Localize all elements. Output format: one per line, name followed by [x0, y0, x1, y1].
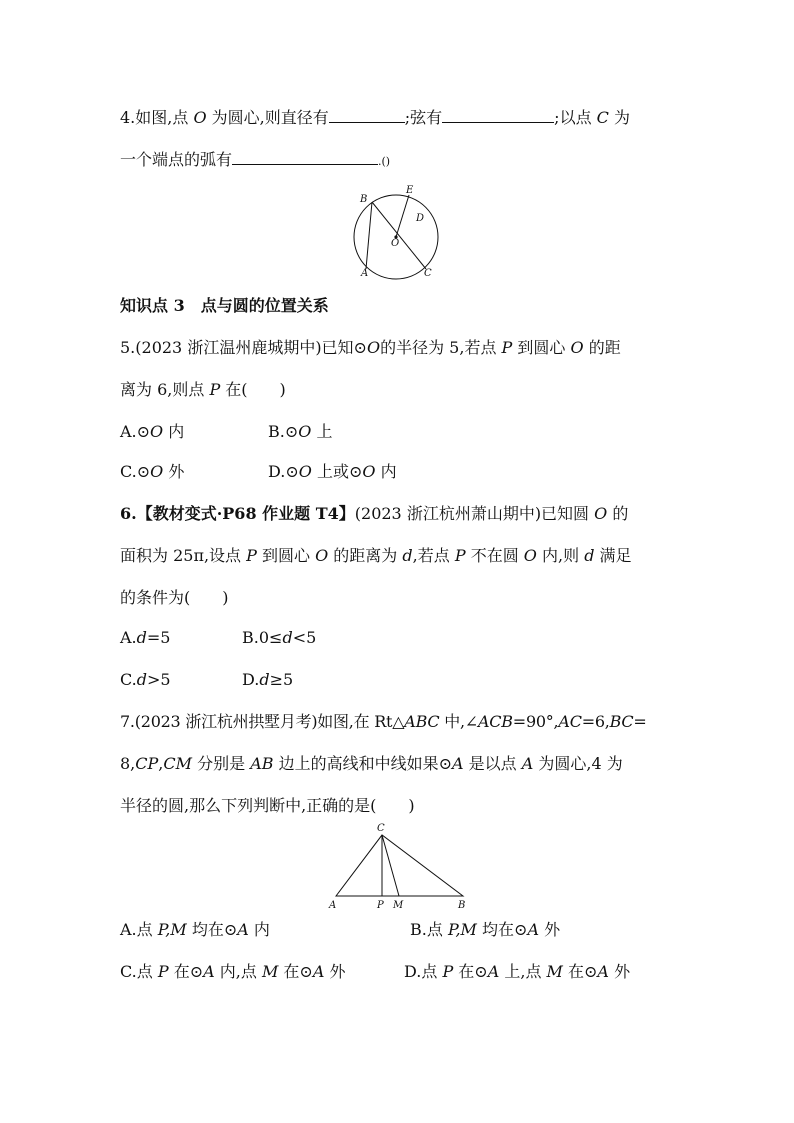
- text: 为: [608, 108, 630, 127]
- text: ;弦有: [404, 108, 443, 127]
- text: 5.(2023 浙江温州鹿城期中)已知⊙: [120, 338, 367, 357]
- var: O: [523, 546, 537, 565]
- text: 不在圆: [465, 546, 524, 565]
- section-title: 知识点 3 点与圆的位置关系: [120, 296, 329, 315]
- text: D.点: [404, 962, 443, 981]
- var: O: [315, 546, 329, 565]
- label-o: O: [391, 238, 400, 249]
- text: (2023 浙江杭州萧山期中)已知圆: [354, 504, 595, 523]
- var: O: [298, 422, 312, 441]
- text: 的距离为: [328, 546, 403, 565]
- var: A: [597, 962, 609, 981]
- var: d: [136, 628, 147, 647]
- text: 的: [607, 504, 629, 523]
- text: B.⊙: [268, 422, 299, 441]
- var: P: [501, 338, 513, 357]
- var: ACB: [477, 712, 513, 731]
- text: 是以点: [463, 754, 522, 773]
- text: 在⊙: [168, 962, 204, 981]
- text: 上: [311, 422, 333, 441]
- text: 内,则: [536, 546, 585, 565]
- text: 到圆心: [512, 338, 571, 357]
- var: d: [282, 628, 293, 647]
- var: O: [193, 108, 207, 127]
- label-a: A: [329, 900, 337, 911]
- text: 6.【教材变式·P68 作业题 T4】: [120, 504, 355, 523]
- q7-option-c[interactable]: [120, 962, 346, 982]
- text: 离为 6,则点: [120, 380, 210, 399]
- q6-line-3: 的条件为( ): [120, 588, 229, 607]
- label-c: C: [377, 823, 385, 834]
- q5-line-2: [120, 380, 286, 400]
- var: P: [246, 546, 257, 565]
- text: B.0≤: [242, 628, 283, 647]
- var: O: [570, 338, 584, 357]
- text: 一个端点的弧有: [120, 150, 233, 169]
- text: 为圆心,4 为: [533, 754, 623, 773]
- text: 外: [324, 962, 346, 981]
- text: D.: [242, 670, 260, 689]
- var: A: [452, 754, 464, 773]
- text: =5: [146, 628, 171, 647]
- var: A: [203, 962, 215, 981]
- text: 到圆心: [256, 546, 316, 565]
- text: ;以点: [554, 108, 597, 127]
- text: <5: [292, 628, 317, 647]
- label-m: M: [393, 900, 404, 911]
- var: O: [362, 462, 376, 481]
- q7-line-1: [120, 712, 647, 732]
- q6-option-c[interactable]: [120, 670, 171, 690]
- text: 均在⊙: [186, 920, 238, 939]
- text: 的半径为 5,若点: [380, 338, 502, 357]
- text: 在⊙: [453, 962, 488, 981]
- q5-option-c[interactable]: [120, 462, 184, 482]
- q5-line-1: [120, 338, 621, 358]
- q5-option-a[interactable]: [120, 422, 184, 442]
- answer-blank-diameter[interactable]: [329, 108, 405, 123]
- text: .(): [378, 155, 391, 168]
- text: 为圆心,则直径有: [206, 108, 329, 127]
- text: 外: [539, 920, 561, 939]
- var: CP: [135, 754, 159, 773]
- text: 内,点: [214, 962, 262, 981]
- var: O: [594, 504, 608, 523]
- label-a: A: [361, 268, 369, 279]
- text: 中,∠: [439, 712, 478, 731]
- text: 外: [608, 962, 631, 981]
- q7-line-3: 半径的圆,那么下列判断中,正确的是( ): [120, 796, 415, 815]
- q6-option-d[interactable]: [242, 670, 293, 690]
- text: 分别是: [192, 754, 251, 773]
- var: M: [261, 962, 279, 981]
- q6-option-b[interactable]: [242, 628, 316, 648]
- q6-line-2: [120, 546, 632, 566]
- text: 内: [248, 920, 270, 939]
- var: P: [442, 962, 454, 981]
- var: BC: [609, 712, 634, 731]
- triangle-figure: [322, 820, 482, 912]
- q4-line-2: [120, 150, 390, 172]
- var: P: [454, 546, 466, 565]
- text: 满足: [594, 546, 632, 565]
- text: 8,: [120, 754, 136, 773]
- var: A: [527, 920, 539, 939]
- var: P,M: [157, 920, 187, 939]
- var: O: [150, 462, 164, 481]
- text: 在⊙: [562, 962, 598, 981]
- var: ABC: [404, 712, 440, 731]
- q5-option-b[interactable]: [268, 422, 332, 442]
- circle-figure: [340, 180, 460, 280]
- label-d: D: [416, 213, 425, 224]
- var: P,M: [447, 920, 477, 939]
- label-b: B: [360, 194, 368, 205]
- text: =90°,: [512, 712, 559, 731]
- text: 7.(2023 浙江杭州拱墅月考)如图,在 Rt△: [120, 712, 405, 731]
- label-p: P: [377, 900, 384, 911]
- text: 4.如图,点: [120, 108, 194, 127]
- text: A.⊙: [120, 422, 151, 441]
- var: d: [402, 546, 413, 565]
- text: 上,点: [499, 962, 547, 981]
- q5-option-d[interactable]: [268, 462, 397, 482]
- q7-option-a[interactable]: [120, 920, 270, 940]
- text: 均在⊙: [476, 920, 528, 939]
- text: C.点: [120, 962, 158, 981]
- answer-blank-chord[interactable]: [442, 108, 554, 123]
- var: M: [546, 962, 563, 981]
- text: 边上的高线和中线如果⊙: [273, 754, 452, 773]
- var: O: [298, 462, 312, 481]
- q7-option-d[interactable]: [404, 962, 630, 982]
- text: ,若点: [412, 546, 455, 565]
- text: A.: [120, 628, 137, 647]
- var: A: [312, 962, 325, 981]
- label-b: B: [458, 900, 466, 911]
- text: 在( ): [220, 380, 286, 399]
- text: =: [633, 712, 647, 731]
- text: 的距: [583, 338, 621, 357]
- text: =6,: [581, 712, 610, 731]
- var: P: [157, 962, 169, 981]
- var: d: [584, 546, 595, 565]
- q4-line-1: [120, 108, 630, 128]
- var: O: [366, 338, 381, 357]
- chord-ab: [366, 202, 372, 269]
- text: ,: [158, 754, 164, 773]
- text: D.⊙: [268, 462, 299, 481]
- text: 内: [163, 422, 185, 441]
- var: O: [150, 422, 164, 441]
- text: 外: [163, 462, 185, 481]
- radius-oe: [396, 195, 409, 237]
- text: A.点: [120, 920, 158, 939]
- text: C.⊙: [120, 462, 151, 481]
- text: B.点: [410, 920, 448, 939]
- text: >5: [147, 670, 171, 689]
- q6-option-a[interactable]: [120, 628, 170, 648]
- var: CM: [163, 754, 192, 773]
- text: 在⊙: [278, 962, 313, 981]
- label-c: C: [424, 268, 432, 279]
- var: A: [487, 962, 500, 981]
- label-e: E: [406, 185, 414, 196]
- q6-line-1: [120, 504, 628, 524]
- text: 面积为 25π,设点: [120, 546, 247, 565]
- text: C.: [120, 670, 137, 689]
- var: C: [596, 108, 609, 127]
- var: d: [136, 670, 148, 689]
- triangle-abc: [336, 835, 463, 896]
- var: d: [259, 670, 270, 689]
- text: 内: [375, 462, 397, 481]
- var: P: [209, 380, 221, 399]
- q7-option-b[interactable]: [410, 920, 560, 940]
- var: A: [521, 754, 534, 773]
- q7-line-2: [120, 754, 623, 774]
- var: AB: [250, 754, 274, 773]
- answer-blank-arc[interactable]: [232, 150, 378, 165]
- var: A: [237, 920, 249, 939]
- median-cm: [382, 835, 399, 896]
- text: ≥5: [269, 670, 294, 689]
- text: 上或⊙: [311, 462, 363, 481]
- var: AC: [558, 712, 582, 731]
